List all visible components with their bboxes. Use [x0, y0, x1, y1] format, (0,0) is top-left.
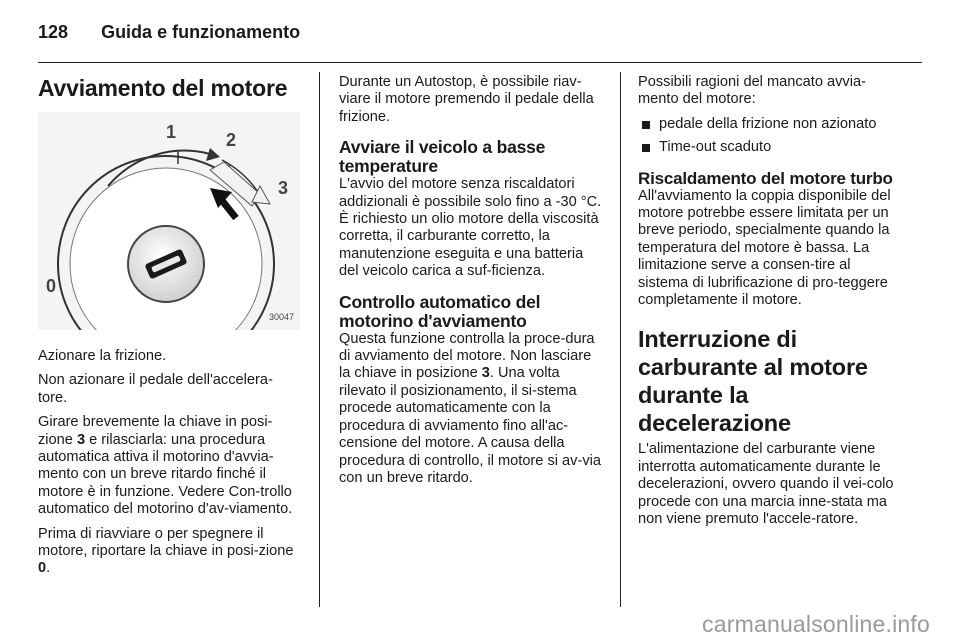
paragraph: Prima di riavviare o per spegnere il motore, riportare la chiave in posi-zione 0. — [38, 525, 294, 577]
column-divider-2 — [620, 72, 621, 607]
list-item: Time-out scaduto — [638, 139, 904, 156]
paragraph: Azionare la frizione. — [38, 348, 167, 364]
paragraph: L'avvio del motore senza riscaldatori addizionali è possibile solo fino a -30 °C. È richiesto un olio motore della viscosità corretta, il carburante corretto, la manutenzione eseguita e una batteria del veicolo carica a suf-ficienza. — [339, 176, 602, 280]
paragraph: Girare brevemente la chiave in posi-zione 3 e rilasciarla: una procedura automatica attiva il motorino d'avvia-mento con un breve ritardo finché il motore è in funzione. Vedere Con-trollo automatico del motorino d'av-viamento. — [38, 414, 293, 518]
position-label-1: 1 — [166, 122, 177, 142]
ignition-key-figure — [38, 112, 300, 330]
section-title: Avviamento del motore — [38, 75, 288, 101]
column-2 — [339, 74, 603, 494]
position-label-0: 0 — [46, 276, 57, 296]
bullet-square-icon — [642, 121, 650, 129]
column-divider-1 — [319, 72, 320, 607]
column-3 — [638, 74, 904, 536]
paragraph: All'avviamento la coppia disponibile del motore potrebbe essere limitata per un breve periodo, specialmente quando la temperatura del motore è bassa. La limitazione serve a consen-tire al sistema di lubrificazione di pro-teggere completamente il motore. — [638, 187, 891, 309]
page-number: 128 — [38, 22, 69, 42]
paragraph: Questa funzione controlla la proce-dura di avviamento del motore. Non lasciare la chiave in posizione 3. Una volta rilevato il posizionamento, il si-stema procede automaticamente con la procedura di avviamento fino all'ac-censione del motore. A causa della procedura di controllo, il motore si av-via con un breve ritardo. — [339, 330, 601, 486]
arc-arrowhead-1 — [206, 148, 220, 161]
page-header — [38, 22, 300, 43]
position-label-3: 3 — [278, 178, 289, 198]
paragraph: Durante un Autostop, è possibile riav-viare il motore premendo il pedale della frizione. — [339, 74, 594, 125]
bullet-square-icon — [642, 144, 650, 152]
position-label-2: 2 — [226, 130, 237, 150]
ignition-diagram — [38, 112, 300, 330]
paragraph: L'alimentazione del carburante viene interrotta automaticamente durante le decelerazioni, ovvero quando il vei-colo procede con una marcia inne-stata ma non viene premuto l'accele-ratore. — [638, 441, 894, 528]
paragraph: Non azionare il pedale dell'accelera-tore. — [38, 372, 273, 406]
header-divider — [38, 62, 922, 63]
key-position: 3 — [481, 365, 490, 382]
subheading-turbo-warmup: Riscaldamento del motore turbo — [638, 168, 893, 188]
subheading-low-temperature: Avviare il veicolo a basse temperature — [339, 137, 546, 177]
paragraph: Possibili ragioni del mancato avvia-mento del motore: — [638, 74, 866, 108]
header-section-title: Guida e funzionamento — [101, 22, 301, 42]
key-position: 3 — [76, 431, 86, 448]
figure-code: 30047 — [268, 311, 294, 322]
list-item: pedale della frizione non azionato — [638, 116, 904, 133]
subheading-automatic-starter: Controllo automatico del motorino d'avviamento — [339, 291, 541, 331]
subheading-fuel-cutoff: Interruzione di carburante al motore durante la decelerazione — [638, 326, 868, 437]
watermark: carmanualsonline.info — [702, 611, 930, 637]
column-1 — [38, 74, 300, 585]
key-position: 0 — [38, 560, 47, 577]
